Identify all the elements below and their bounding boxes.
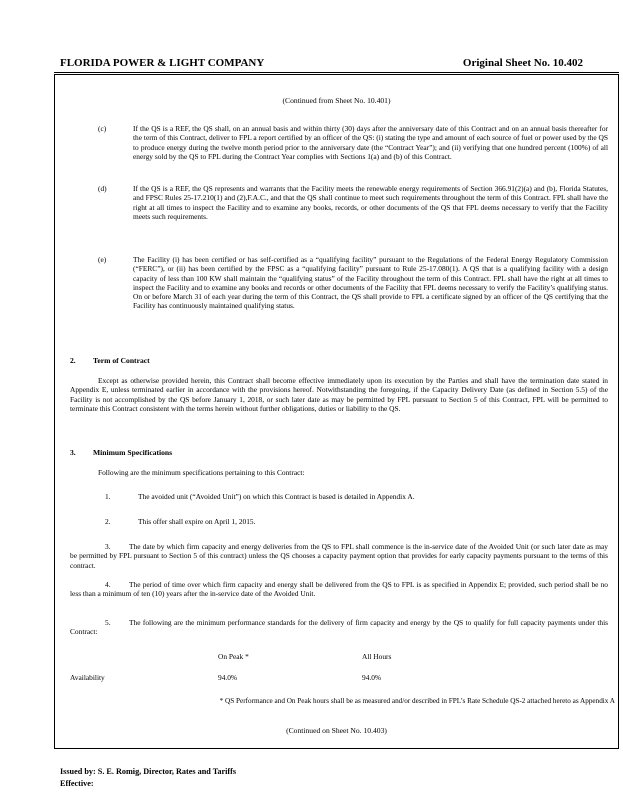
effective-date: Effective: (60, 779, 94, 788)
section-2-text: Except as otherwise provided herein, this Contract shall become effective immediately upon its execution by the Parties and shall have the termination date stated in Appendix E, unless terminated earlier in accordance with the provisions hereof. Notwithstanding the foregoing, if the Capacity Delivery Date (as defined in Section 5.5) of the Facility is not accomplished by the QS before January 1, 2018, or such later date as may be permitted by FPL pursuant to Section 5 of this Contract, FPL will be permitted to terminate this Contract consistent with the terms herein without further obligations, duties or liability to the QS. (70, 376, 608, 413)
item-text: The date by which firm capacity and energy deliveries from the QS to FPL shall commence is the in-service date of the Avoided Unit (or such later date as may be permitted by FPL pursuant to Section 5 of this contract) unless the QS chooses a capacity payment option that provides for early capacity payments pursuant to the terms of this contract. (70, 542, 608, 570)
subsection-text: If the QS is a REF, the QS shall, on an annual basis and within thirty (30) days after the anniversary date of this Contract and on an annual basis thereafter for the term of this Contract, deliver to FPL a report certified by an officer of the QS: (i) stating the type and amount of each source of fuel or power used by the QS to produce energy during the twelve month period prior to the anniversary date (the “Contract Year”); and (ii) verifying that one hundred percent (100%) of all energy sold by the QS to FPL during the Contract Year complies with Sections 1(a) and (b) of this Contract. (133, 124, 608, 161)
section-title: Term of Contract (93, 356, 150, 365)
table-row-label: Availability (70, 673, 105, 682)
item-number: 3. (105, 542, 111, 551)
item-text: The avoided unit (“Avoided Unit”) on which this Contract is based is detailed in Appendix A. (138, 492, 415, 501)
section-number: 3. (70, 448, 76, 457)
section-number: 2. (70, 356, 76, 365)
subsection-letter: (d) (98, 184, 107, 193)
table-header-allhours: All Hours (362, 652, 392, 661)
sheet-number: Original Sheet No. 10.402 (462, 57, 583, 69)
item-number: 5. (105, 618, 111, 627)
subsection-letter: (e) (98, 255, 107, 264)
item-number: 1. (105, 492, 111, 501)
company-name: FLORIDA POWER & LIGHT COMPANY (60, 57, 265, 69)
continued-on: (Continued on Sheet No. 10.403) (286, 726, 387, 735)
subsection-text: The Facility (i) has been certified or has self-certified as a “qualifying facility” pursuant to the Regulations of the Federal Energy Regulatory Commission (“FERC”), or (ii) has been certified by the FPSC as a “qualifying facility” pursuant to Rule 25-17.080(1). A QS that is a qualifying facility with a design capacity of less than 100 KW shall maintain the “qualifying status” of the Facility throughout the term of this Contract. FPL shall have the right at all times to inspect the Facility and to examine any books and records or other documents of the Facility that FPL deems necessary to verify the Facility’s qualifying status. On or before March 31 of each year during the term of this Contract, the QS shall provide to FPL a certificate signed by an officer of the QS certifying that the Facility has continuously maintained qualifying status. (133, 255, 608, 311)
section-title: Minimum Specifications (93, 448, 173, 457)
table-header-onpeak: On Peak * (218, 652, 249, 661)
table-value-onpeak: 94.0% (218, 673, 238, 682)
item-number: 2. (105, 517, 111, 526)
continued-from: (Continued from Sheet No. 10.401) (282, 96, 391, 105)
item-number: 4. (105, 580, 111, 589)
spec-item-5 (70, 618, 608, 637)
subsection-letter: (c) (98, 124, 107, 133)
item-text: The following are the minimum performance standards for the delivery of firm capacity and energy by the QS to qualify for full capacity payments under this Contract: (70, 618, 608, 637)
item-text: The period of time over which firm capacity and energy shall be delivered from the QS to FPL is as specified in Appendix E; provided, such period shall be no less than a minimum of ten (10) years after the in-service date of the Avoided Unit. (70, 580, 608, 599)
section-3-intro: Following are the minimum specifications pertaining to this Contract: (98, 468, 305, 477)
footnote: * QS Performance and On Peak hours shall be as measured and/or described in FPL’s Rate Schedule QS-2 attached hereto as Appendix A (219, 697, 615, 705)
issued-by: Issued by: S. E. Romig, Director, Rates and Tariffs (60, 767, 237, 776)
subsection-text: If the QS is a REF, the QS represents and warrants that the Facility meets the renewable energy requirements of Section 366.91(2)(a) and (b), Florida Statutes, and FPSC Rules 25-17.210(1) and (2),F.A.C., and that the QS shall continue to meet such requirements throughout the term of this Contract. FPL shall have the right at all times to inspect the Facility and to examine any books, records, or other documents of the QS that FPL deems necessary to verify that the Facility meets such requirements. (133, 184, 608, 221)
item-text: This offer shall expire on April 1, 2015. (138, 517, 256, 526)
spec-item-3 (70, 542, 608, 570)
spec-item-4 (70, 580, 608, 599)
table-value-allhours: 94.0% (362, 673, 382, 682)
